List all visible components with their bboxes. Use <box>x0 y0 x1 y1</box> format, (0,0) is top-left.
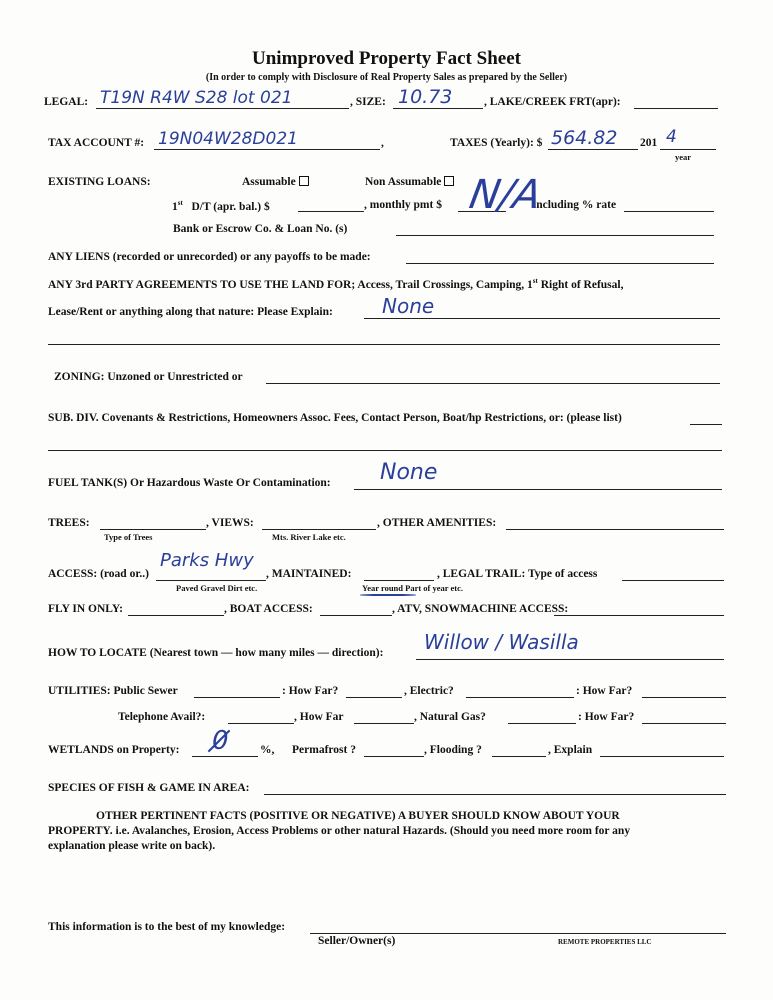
telephone-label: Telephone Avail?: <box>118 711 206 723</box>
legal-label: LEGAL: <box>44 96 89 108</box>
amenities-field[interactable] <box>506 529 724 530</box>
assumable-option[interactable] <box>242 176 309 188</box>
locate-label: HOW TO LOCATE (Nearest town — how many miles — direction): <box>48 647 384 659</box>
loans-na-value: N/A <box>465 172 545 218</box>
footer-company: REMOTE PROPERTIES LLC <box>558 938 652 946</box>
trees-field[interactable] <box>100 529 206 530</box>
maintained-caption <box>362 583 463 593</box>
taxes-year-caption: year <box>675 152 692 162</box>
trees-label: TREES: <box>48 517 90 529</box>
gas-how-far-field[interactable] <box>642 723 726 724</box>
liens-label: ANY LIENS (recorded or unrecorded) or any payoffs to be made: <box>48 251 371 263</box>
explain-label: , Explain <box>548 744 593 756</box>
views-label: , VIEWS: <box>206 517 254 529</box>
atv-access-label: , ATV, SNOWMACHINE ACCESS: <box>392 603 569 615</box>
wetlands-label: WETLANDS on Property: <box>48 744 180 756</box>
lake-creek-label: , LAKE/CREEK FRT(apr): <box>484 96 621 108</box>
page-title: Unimproved Property Fact Sheet <box>252 48 521 69</box>
existing-loans-label: EXISTING LOANS: <box>48 176 151 188</box>
year-round-underline <box>360 594 416 596</box>
legal-trail-field[interactable] <box>622 580 724 581</box>
flooding-label: , Flooding ? <box>424 744 482 756</box>
access-value: Parks Hwy <box>160 550 254 571</box>
telephone-how-far-field[interactable] <box>354 723 414 724</box>
taxes-year-prefix: 201 <box>640 137 658 149</box>
non-assumable-checkbox[interactable] <box>444 176 454 186</box>
trees-caption: Type of Trees <box>104 532 153 542</box>
electric-label: , Electric? <box>404 685 454 697</box>
electric-field[interactable] <box>466 697 574 698</box>
lake-creek-field[interactable] <box>634 108 718 109</box>
boat-access-field[interactable] <box>320 615 392 616</box>
assumable-label: Assumable <box>242 176 296 188</box>
permafrost-field[interactable] <box>364 756 424 757</box>
flooding-field[interactable] <box>492 756 546 757</box>
third-party-label: ANY 3rd PARTY AGREEMENTS TO USE THE LAND FOR; Access, Trail Crossings, Camping, 1st Right of Refusal, <box>48 277 624 291</box>
non-assumable-option[interactable] <box>365 176 454 188</box>
legal-value: T19N R4W S28 lot 021 <box>100 88 293 108</box>
third-party-explain-label: Lease/Rent or anything along that nature: Please Explain: <box>48 306 333 318</box>
rate-label: including % rate <box>533 199 617 211</box>
zoning-label: ZONING: Unzoned or Unrestricted or <box>54 371 243 383</box>
zoning-field[interactable] <box>266 383 720 384</box>
sewer-field[interactable] <box>194 697 280 698</box>
other-facts-line3: explanation please write on back). <box>48 840 216 852</box>
views-caption: Mts. River Lake etc. <box>272 532 346 542</box>
electric-how-far-label: : How Far? <box>576 685 633 697</box>
page-subtitle: (In order to comply with Disclosure of Real Property Sales as prepared by the Seller) <box>205 72 568 83</box>
species-label: SPECIES OF FISH & GAME IN AREA: <box>48 782 250 794</box>
rate-field[interactable] <box>624 211 714 212</box>
legal-field[interactable] <box>96 108 349 109</box>
sewer-how-far-field[interactable] <box>346 697 402 698</box>
fuel-label: FUEL TANK(S) Or Hazardous Waste Or Contamination: <box>48 477 331 489</box>
tax-account-value: 19N04W28D021 <box>158 129 298 149</box>
taxes-year-field[interactable] <box>660 149 716 150</box>
wetlands-percent: %, <box>260 744 275 756</box>
taxes-label: TAXES (Yearly): $ <box>450 137 543 149</box>
signature-field[interactable] <box>310 933 726 934</box>
signature-caption: Seller/Owner(s) <box>318 935 396 947</box>
gas-field[interactable] <box>508 723 576 724</box>
maintained-field[interactable] <box>364 580 434 581</box>
electric-how-far-field[interactable] <box>642 697 726 698</box>
access-caption: Paved Gravel Dirt etc. <box>176 583 258 593</box>
bank-label: Bank or Escrow Co. & Loan No. (s) <box>173 223 348 235</box>
wetlands-field[interactable] <box>192 756 258 757</box>
access-label: ACCESS: (road or..) <box>48 568 149 580</box>
year-round-option: Year round <box>362 583 404 593</box>
locate-field[interactable] <box>416 659 724 660</box>
legal-trail-label: , LEGAL TRAIL: Type of access <box>437 568 598 580</box>
signature-label: This information is to the best of my knowledge: <box>48 921 286 933</box>
maintained-label: , MAINTAINED: <box>266 568 352 580</box>
dt-balance-field[interactable] <box>298 211 364 212</box>
wetlands-value: 0 <box>212 726 229 756</box>
assumable-checkbox[interactable] <box>299 176 309 186</box>
bank-field[interactable] <box>396 235 714 236</box>
other-facts-line2: PROPERTY. i.e. Avalanches, Erosion, Access Problems or other natural Hazards. (Should you need more room for any <box>48 825 631 837</box>
size-label: , SIZE: <box>350 96 386 108</box>
tax-account-comma: , <box>381 137 384 149</box>
taxes-value: 564.82 <box>551 127 618 149</box>
explain-field[interactable] <box>600 756 724 757</box>
species-field[interactable] <box>264 794 726 795</box>
gas-label: , Natural Gas? <box>414 711 486 723</box>
non-assumable-label: Non Assumable <box>365 176 442 188</box>
tax-account-label: TAX ACCOUNT #: <box>48 137 145 149</box>
tax-account-field[interactable] <box>154 149 380 150</box>
locate-value: Willow / Wasilla <box>424 630 579 654</box>
amenities-label: , OTHER AMENITIES: <box>377 517 497 529</box>
monthly-pmt-label: , monthly pmt $ <box>364 199 442 211</box>
atv-access-field[interactable] <box>554 615 724 616</box>
size-field[interactable] <box>393 108 483 109</box>
sewer-how-far-label: : How Far? <box>282 685 339 697</box>
fuel-field[interactable] <box>354 489 722 490</box>
views-field[interactable] <box>262 529 376 530</box>
size-value: 10.73 <box>398 86 453 108</box>
third-party-value: None <box>382 294 435 318</box>
subdiv-field[interactable] <box>690 424 722 425</box>
taxes-year-value: 4 <box>666 127 677 147</box>
dt-balance-label: 1st D/T (apr. bal.) $ <box>172 199 270 213</box>
fly-in-field[interactable] <box>128 615 224 616</box>
subdiv-label: SUB. DIV. Covenants & Restrictions, Homeowners Assoc. Fees, Contact Person, Boat/hp Restrictions, or: (please list) <box>48 412 622 424</box>
liens-field[interactable] <box>406 263 714 264</box>
third-party-field-2[interactable] <box>48 344 720 345</box>
telephone-how-far-label: , How Far <box>294 711 344 723</box>
permafrost-label: Permafrost ? <box>292 744 356 756</box>
fuel-value: None <box>380 460 438 485</box>
subdiv-field-2[interactable] <box>48 450 722 451</box>
third-party-field[interactable] <box>364 318 720 319</box>
other-facts-line1: OTHER PERTINENT FACTS (POSITIVE OR NEGATIVE) A BUYER SHOULD KNOW ABOUT YOUR <box>96 810 620 822</box>
fly-in-label: FLY IN ONLY: <box>48 603 123 615</box>
part-year-option: Part of year etc. <box>405 583 464 593</box>
boat-access-label: , BOAT ACCESS: <box>224 603 313 615</box>
taxes-field[interactable] <box>548 149 638 150</box>
utilities-label: UTILITIES: Public Sewer <box>48 685 178 697</box>
access-field[interactable] <box>156 580 266 581</box>
gas-how-far-label: : How Far? <box>578 711 635 723</box>
telephone-field[interactable] <box>228 723 294 724</box>
